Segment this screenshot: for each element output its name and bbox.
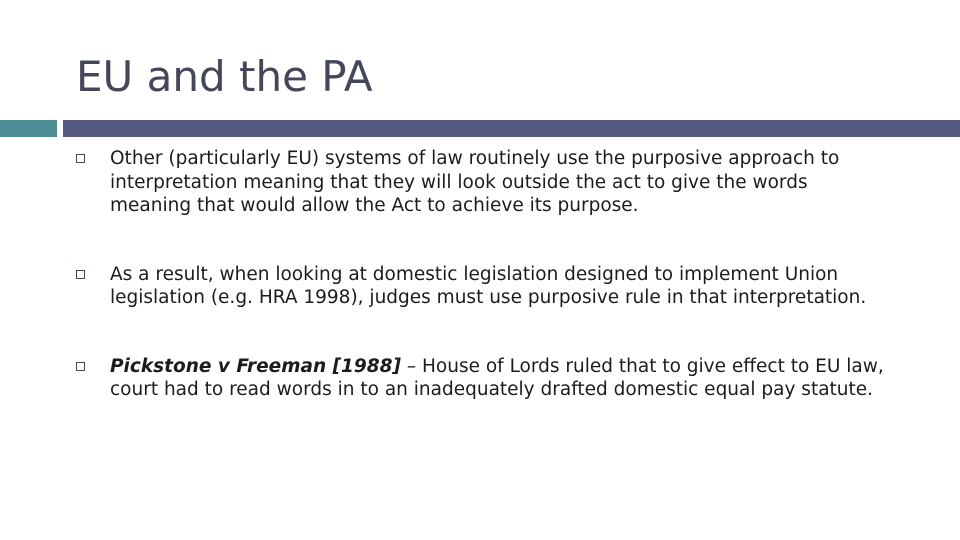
title-accent-block [0,120,57,137]
case-citation: Pickstone v Freeman [1988] [110,355,401,377]
bullet-text: – House of Lords ruled that to give effect to EU law, court had to read words in to an inadequately drafted domestic equal pay statute. [110,355,884,400]
bullet-text: As a result, when looking at domestic legislation designed to implement Union legislation (e.g. HRA 1998), judges must use purposive rule in that interpretation. [110,263,867,308]
bullet-text: Other (particularly EU) systems of law routinely use the purposive approach to interpretation meaning that they will look outside the act to give the words meaning that would allow the Act to achieve its purpose. [110,148,840,216]
hollow-square-bullet-icon [76,362,85,371]
hollow-square-bullet-icon [76,270,85,279]
title-underline-bar [63,120,960,137]
bullet-item [72,355,892,402]
bullet-list [72,147,892,447]
bullet-item [72,263,892,310]
slide-title: EU and the PA [76,52,373,101]
bullet-item [72,147,892,218]
hollow-square-bullet-icon [76,154,85,163]
